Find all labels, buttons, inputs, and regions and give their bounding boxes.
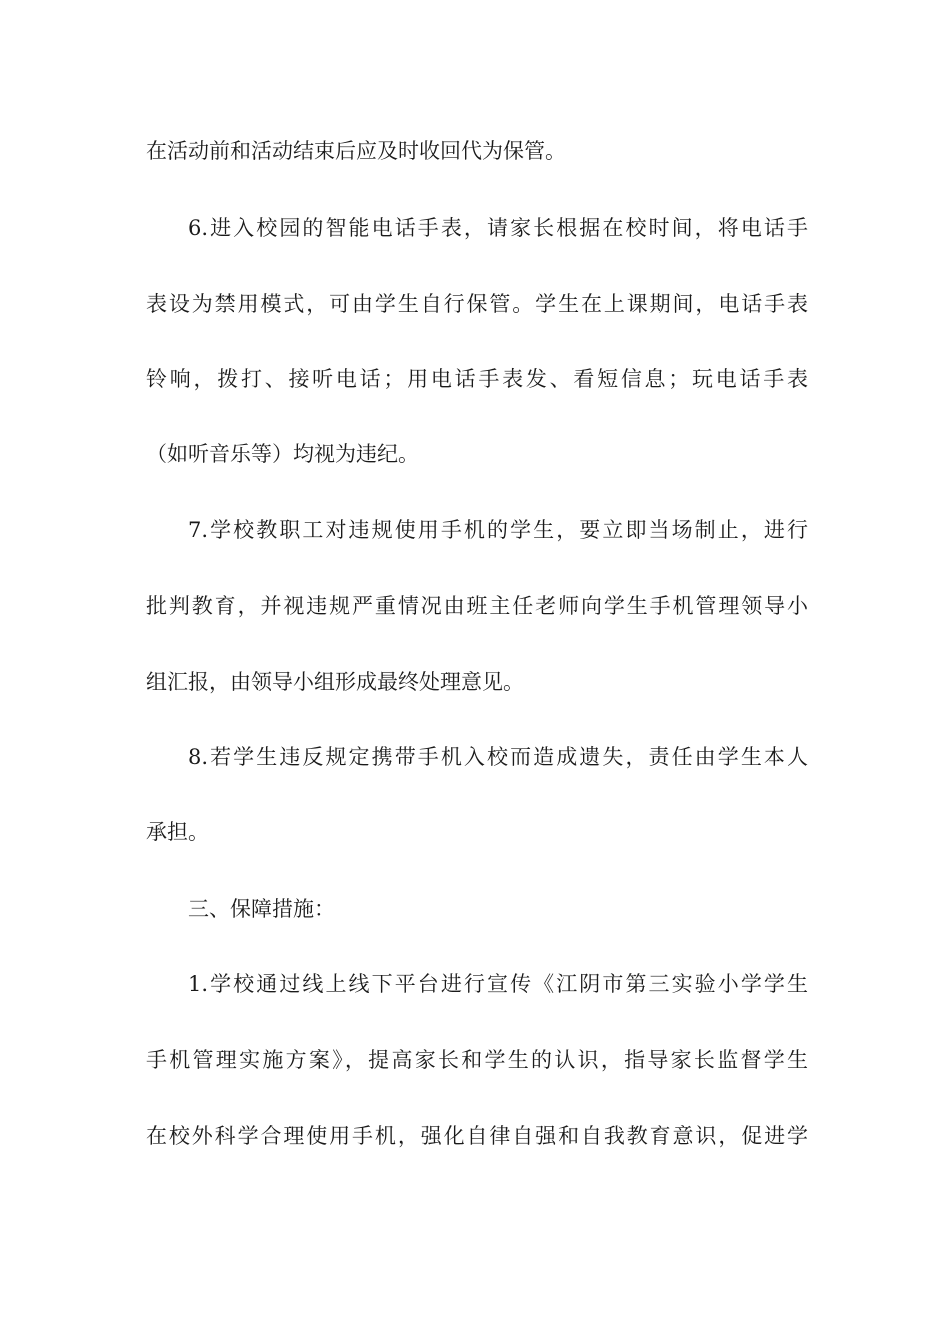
text-line: 组汇报，由领导小组形成最终处理意见。 <box>146 670 524 694</box>
text-line: 手机管理实施方案》，提高家长和学生的认识，指导家长监督学生 <box>146 1048 808 1072</box>
paragraph-7-line-1: 7.学校教职工对违规使用手机的学生，要立即当场制止，进行 <box>188 518 808 542</box>
text-line: 承担。 <box>146 820 209 844</box>
text-line: （如听音乐等）均视为违纪。 <box>146 442 419 466</box>
paragraph-8-line-1: 8.若学生违反规定携带手机入校而造成遗失，责任由学生本人 <box>188 745 808 769</box>
text-line: 在校外科学合理使用手机，强化自律自强和自我教育意识，促进学 <box>146 1124 808 1148</box>
paragraph-1-line-1: 1.学校通过线上线下平台进行宣传《江阴市第三实验小学学生 <box>188 972 808 996</box>
section-heading: 三、保障措施： <box>188 897 335 921</box>
text-line: 铃响，拨打、接听电话；用电话手表发、看短信息；玩电话手表 <box>146 367 808 391</box>
paragraph-6-line-1: 6.进入校园的智能电话手表，请家长根据在校时间，将电话手 <box>188 216 808 240</box>
text-line: 在活动前和活动结束后应及时收回代为保管。 <box>146 139 566 163</box>
text-line: 批判教育，并视违规严重情况由班主任老师向学生手机管理领导小 <box>146 594 808 618</box>
text-line: 表设为禁用模式，可由学生自行保管。学生在上课期间，电话手表 <box>146 292 808 316</box>
